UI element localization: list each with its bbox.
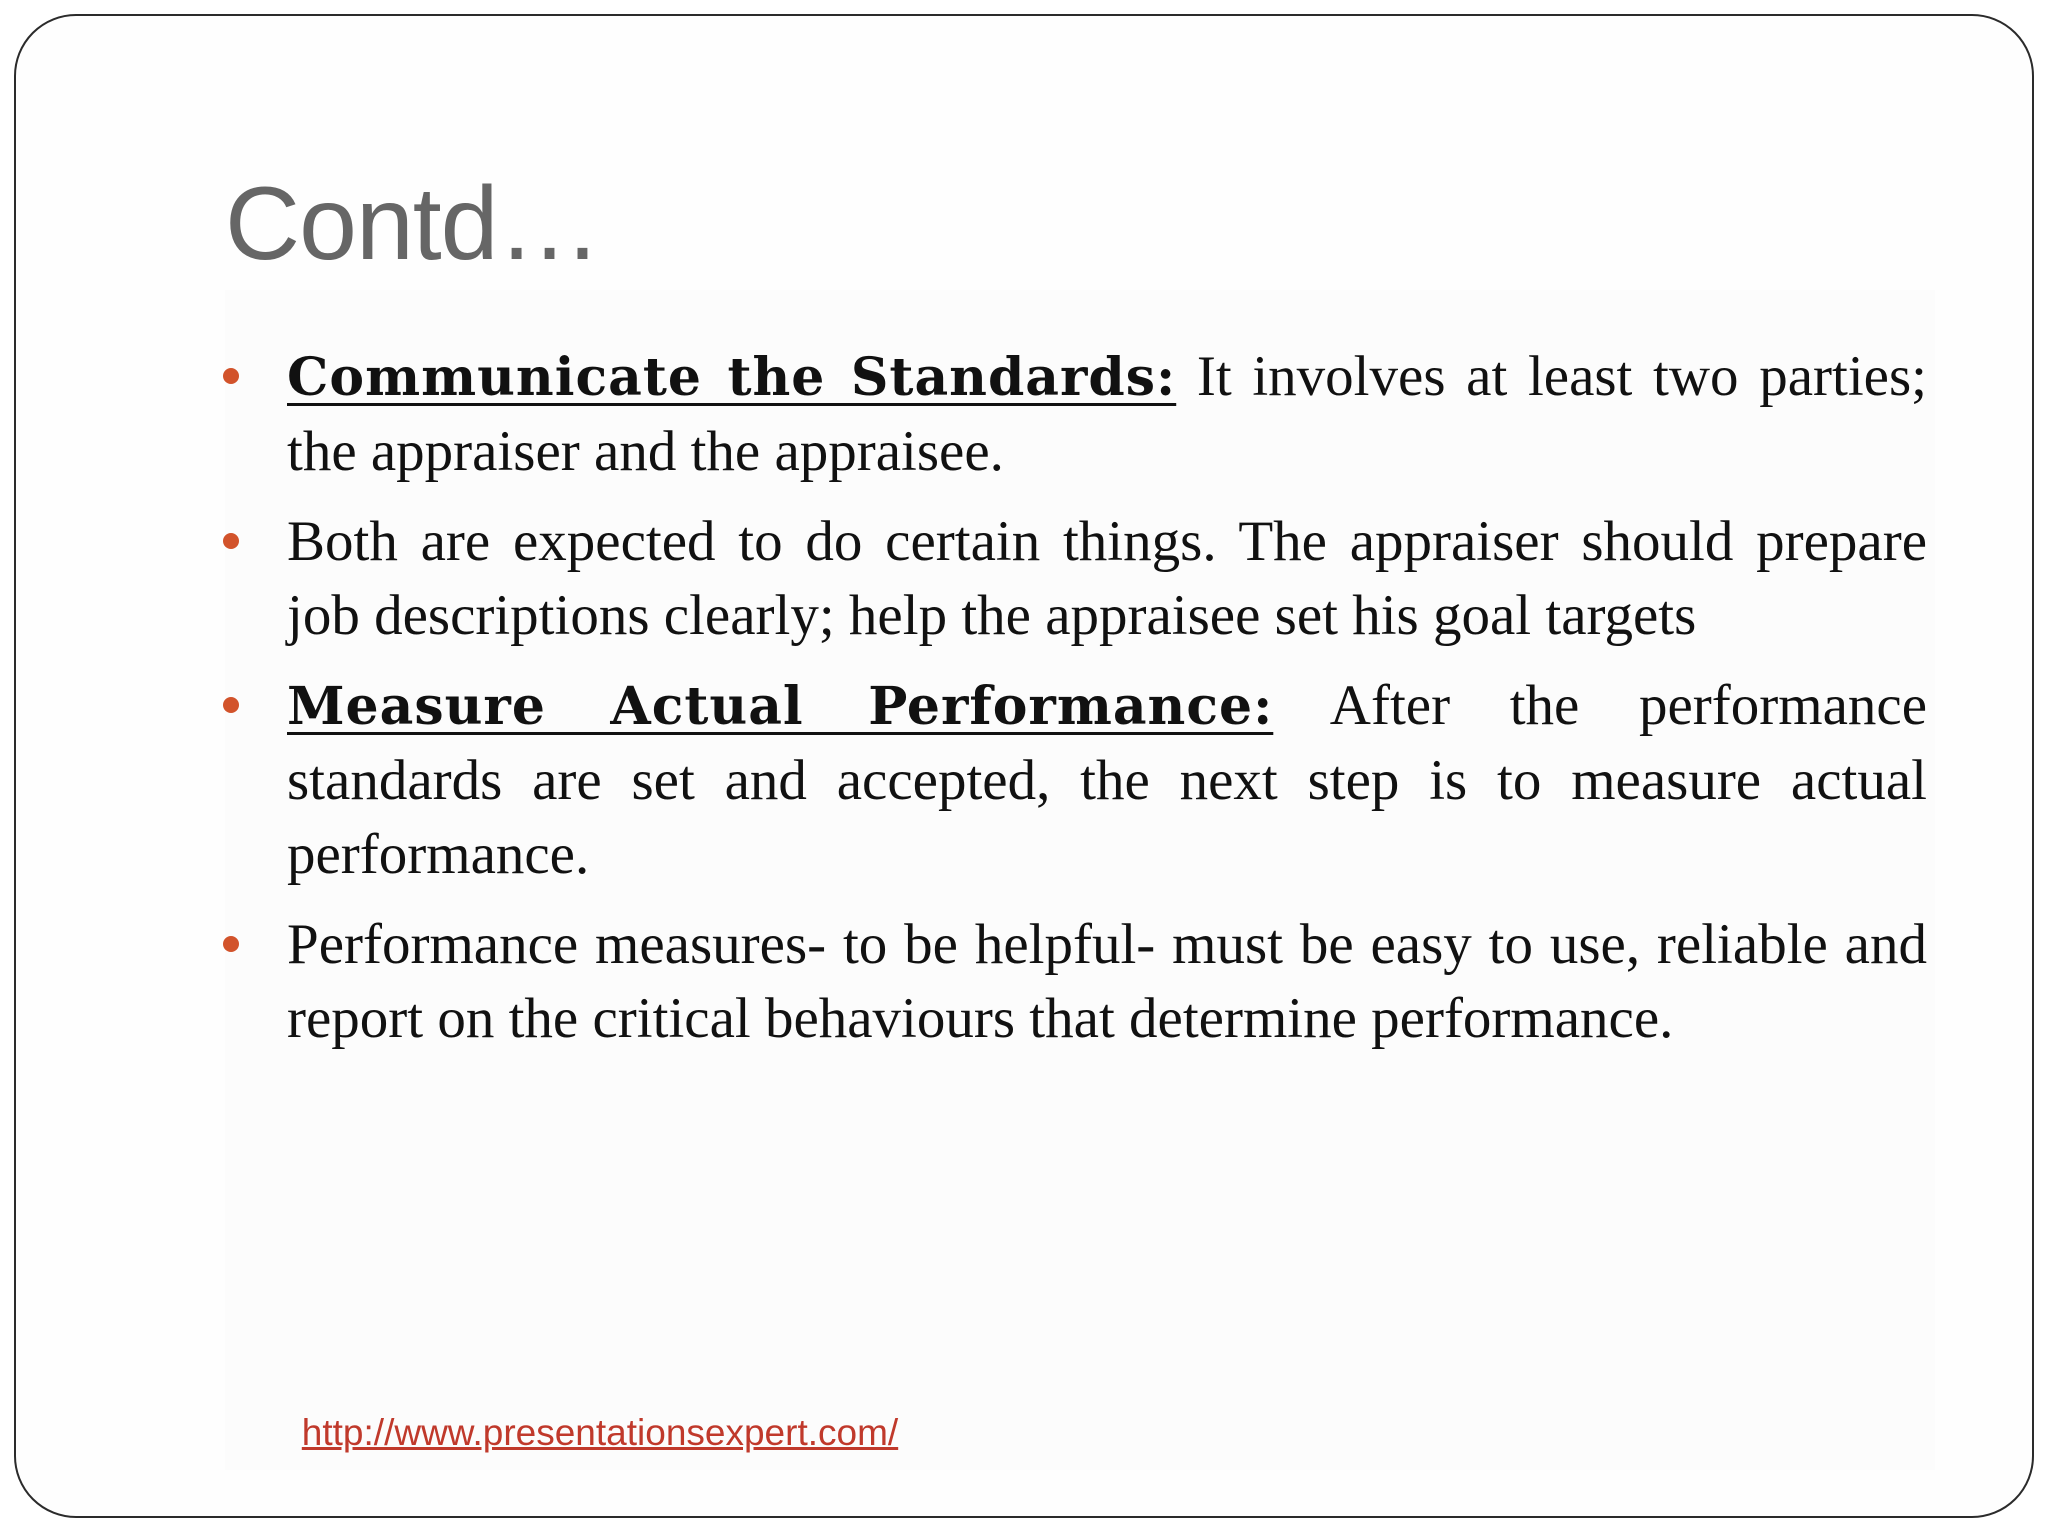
bullet-term: Communicate the Standards:	[287, 347, 1177, 408]
bullet-text: Performance measures- to be helpful- must be easy to use, reliable and report on the critical behaviours that determine performance.	[287, 913, 1927, 1050]
bullet-dot-icon	[223, 533, 239, 549]
bullet-text: It involves at least two parties; the appraiser and the appraisee.	[287, 345, 1927, 483]
bullet-dot-icon	[223, 697, 239, 713]
footer-website-link[interactable]: http://www.presentationsexpert.com/	[301, 1412, 899, 1453]
bullet-item-measure-performance	[287, 669, 1927, 892]
bullet-item-performance-measures	[287, 908, 1927, 1056]
bullet-list	[287, 340, 1927, 1072]
bullet-text: Both are expected to do certain things. The appraiser should prepare job descriptions clearly; help the appraisee set his goal targets	[287, 510, 1927, 647]
bullet-item-communicate-standards	[287, 340, 1927, 489]
bullet-text: After the performance standards are set and accepted, the next step is to measure actual performance.	[287, 674, 1927, 886]
slide-title: Contd…	[225, 166, 601, 282]
bullet-term: Measure Actual Performance:	[287, 676, 1274, 737]
bullet-dot-icon	[223, 936, 239, 952]
bullet-dot-icon	[223, 368, 239, 384]
bullet-item-expectations	[287, 505, 1927, 653]
